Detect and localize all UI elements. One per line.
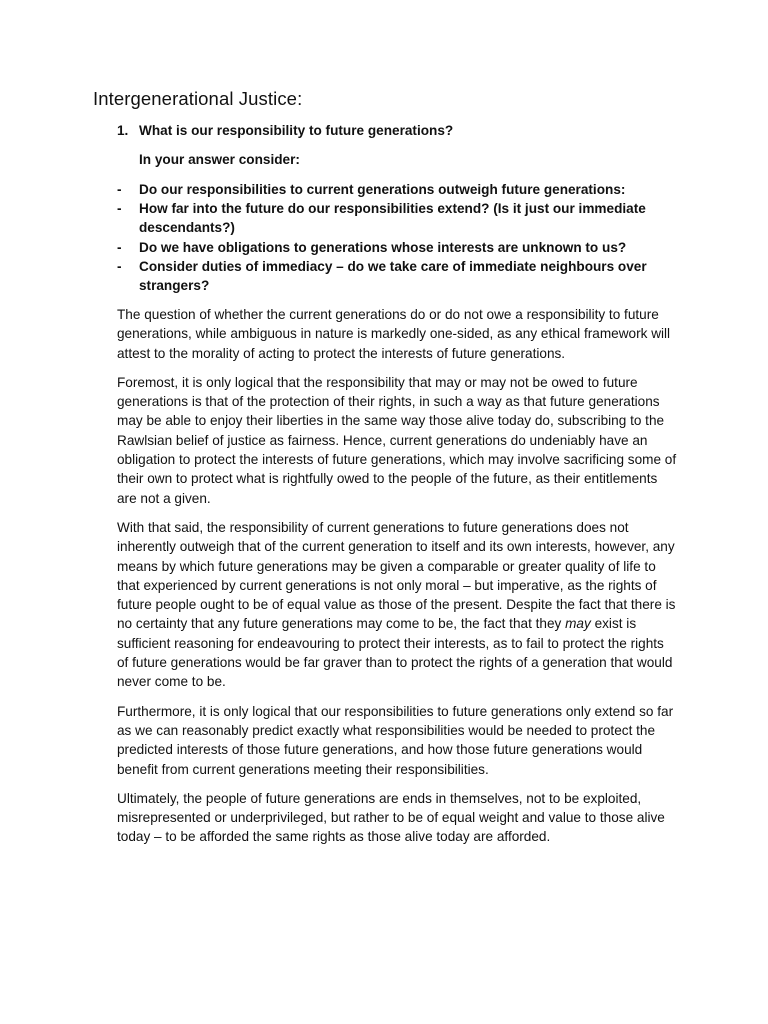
question-text: What is our responsibility to future generations? bbox=[139, 123, 454, 138]
document-title: Intergenerational Justice: bbox=[93, 88, 303, 109]
paragraph-3 bbox=[117, 518, 677, 692]
list-item bbox=[117, 238, 677, 257]
bullet-dash: - bbox=[117, 182, 122, 197]
paragraph-5: Ultimately, the people of future generations are ends in themselves, not to be exploited, misrepresented or underprivileged, but rather to be of equal weight and value to those alive today – to be afforded the same rights as those alive today are afforded. bbox=[117, 790, 665, 845]
paragraph-1: The question of whether the current generations do or do not owe a responsibility to future generations, while ambiguous in nature is markedly one-sided, as any ethical framework will attest to the morality of acting to protect the interests of future generations. bbox=[117, 307, 671, 361]
bullet-dash: - bbox=[117, 201, 122, 217]
bullet-text: How far into the future do our responsibilities extend? (Is it just our immediate descendants?) bbox=[139, 201, 646, 236]
list-item bbox=[117, 199, 677, 237]
question-number: 1. bbox=[117, 123, 129, 138]
paragraph-3-emphasis: may bbox=[565, 616, 591, 632]
list-item bbox=[117, 257, 677, 295]
paragraph-3-part-2: exist is sufficient reasoning for endeavouring to protect their interests, as to fail to protect the rights of future generations would be far graver than to protect the rights of a generation that would never come to be. bbox=[117, 616, 673, 690]
question-1 bbox=[117, 123, 453, 138]
paragraph-4: Furthermore, it is only logical that our responsibilities to future generations only extend so far as we can reasonably predict exactly what responsibilities would be needed to protect the predicted interests of those future generations, and how those future generations would benefit from current generations meeting their responsibilities. bbox=[117, 703, 674, 777]
paragraph-2: Foremost, it is only logical that the responsibility that may or may not be owed to future generations is that of the protection of their rights, in such a way as that future generations may be able to enjoy their liberties in the same way those alive today do, subscribing to the Rawlsian belief of justice as fairness. Hence, current generations do undeniably have an obligation to protect the interests of future generations, which may involve sacrificing some of their own to protect what is rightfully owed to the people of the future, as their entitlements are not a given. bbox=[117, 374, 677, 506]
consider-list bbox=[117, 180, 677, 295]
essay-body bbox=[117, 305, 677, 857]
bullet-text: Do our responsibilities to current generations outweigh future generations: bbox=[139, 182, 626, 197]
bullet-dash: - bbox=[117, 239, 122, 255]
bullet-dash: - bbox=[117, 258, 122, 274]
bullet-text: Consider duties of immediacy – do we take care of immediate neighbours over strangers? bbox=[139, 258, 647, 294]
list-item bbox=[117, 180, 677, 199]
consider-label: In your answer consider: bbox=[139, 152, 300, 167]
paragraph-3-part-1: With that said, the responsibility of current generations to future generations does not inherently outweigh that of the current generation to itself and its own interests, however, any means by which future generations may be given a comparable or greater quality of life to that experienced by current generations is not only moral – but imperative, as the rights of future people ought to be of equal value as those of the present. Despite the fact that there is no certainty that any future generations may come to be, the fact that they bbox=[117, 519, 676, 632]
bullet-text: Do we have obligations to generations whose interests are unknown to us? bbox=[139, 239, 627, 255]
